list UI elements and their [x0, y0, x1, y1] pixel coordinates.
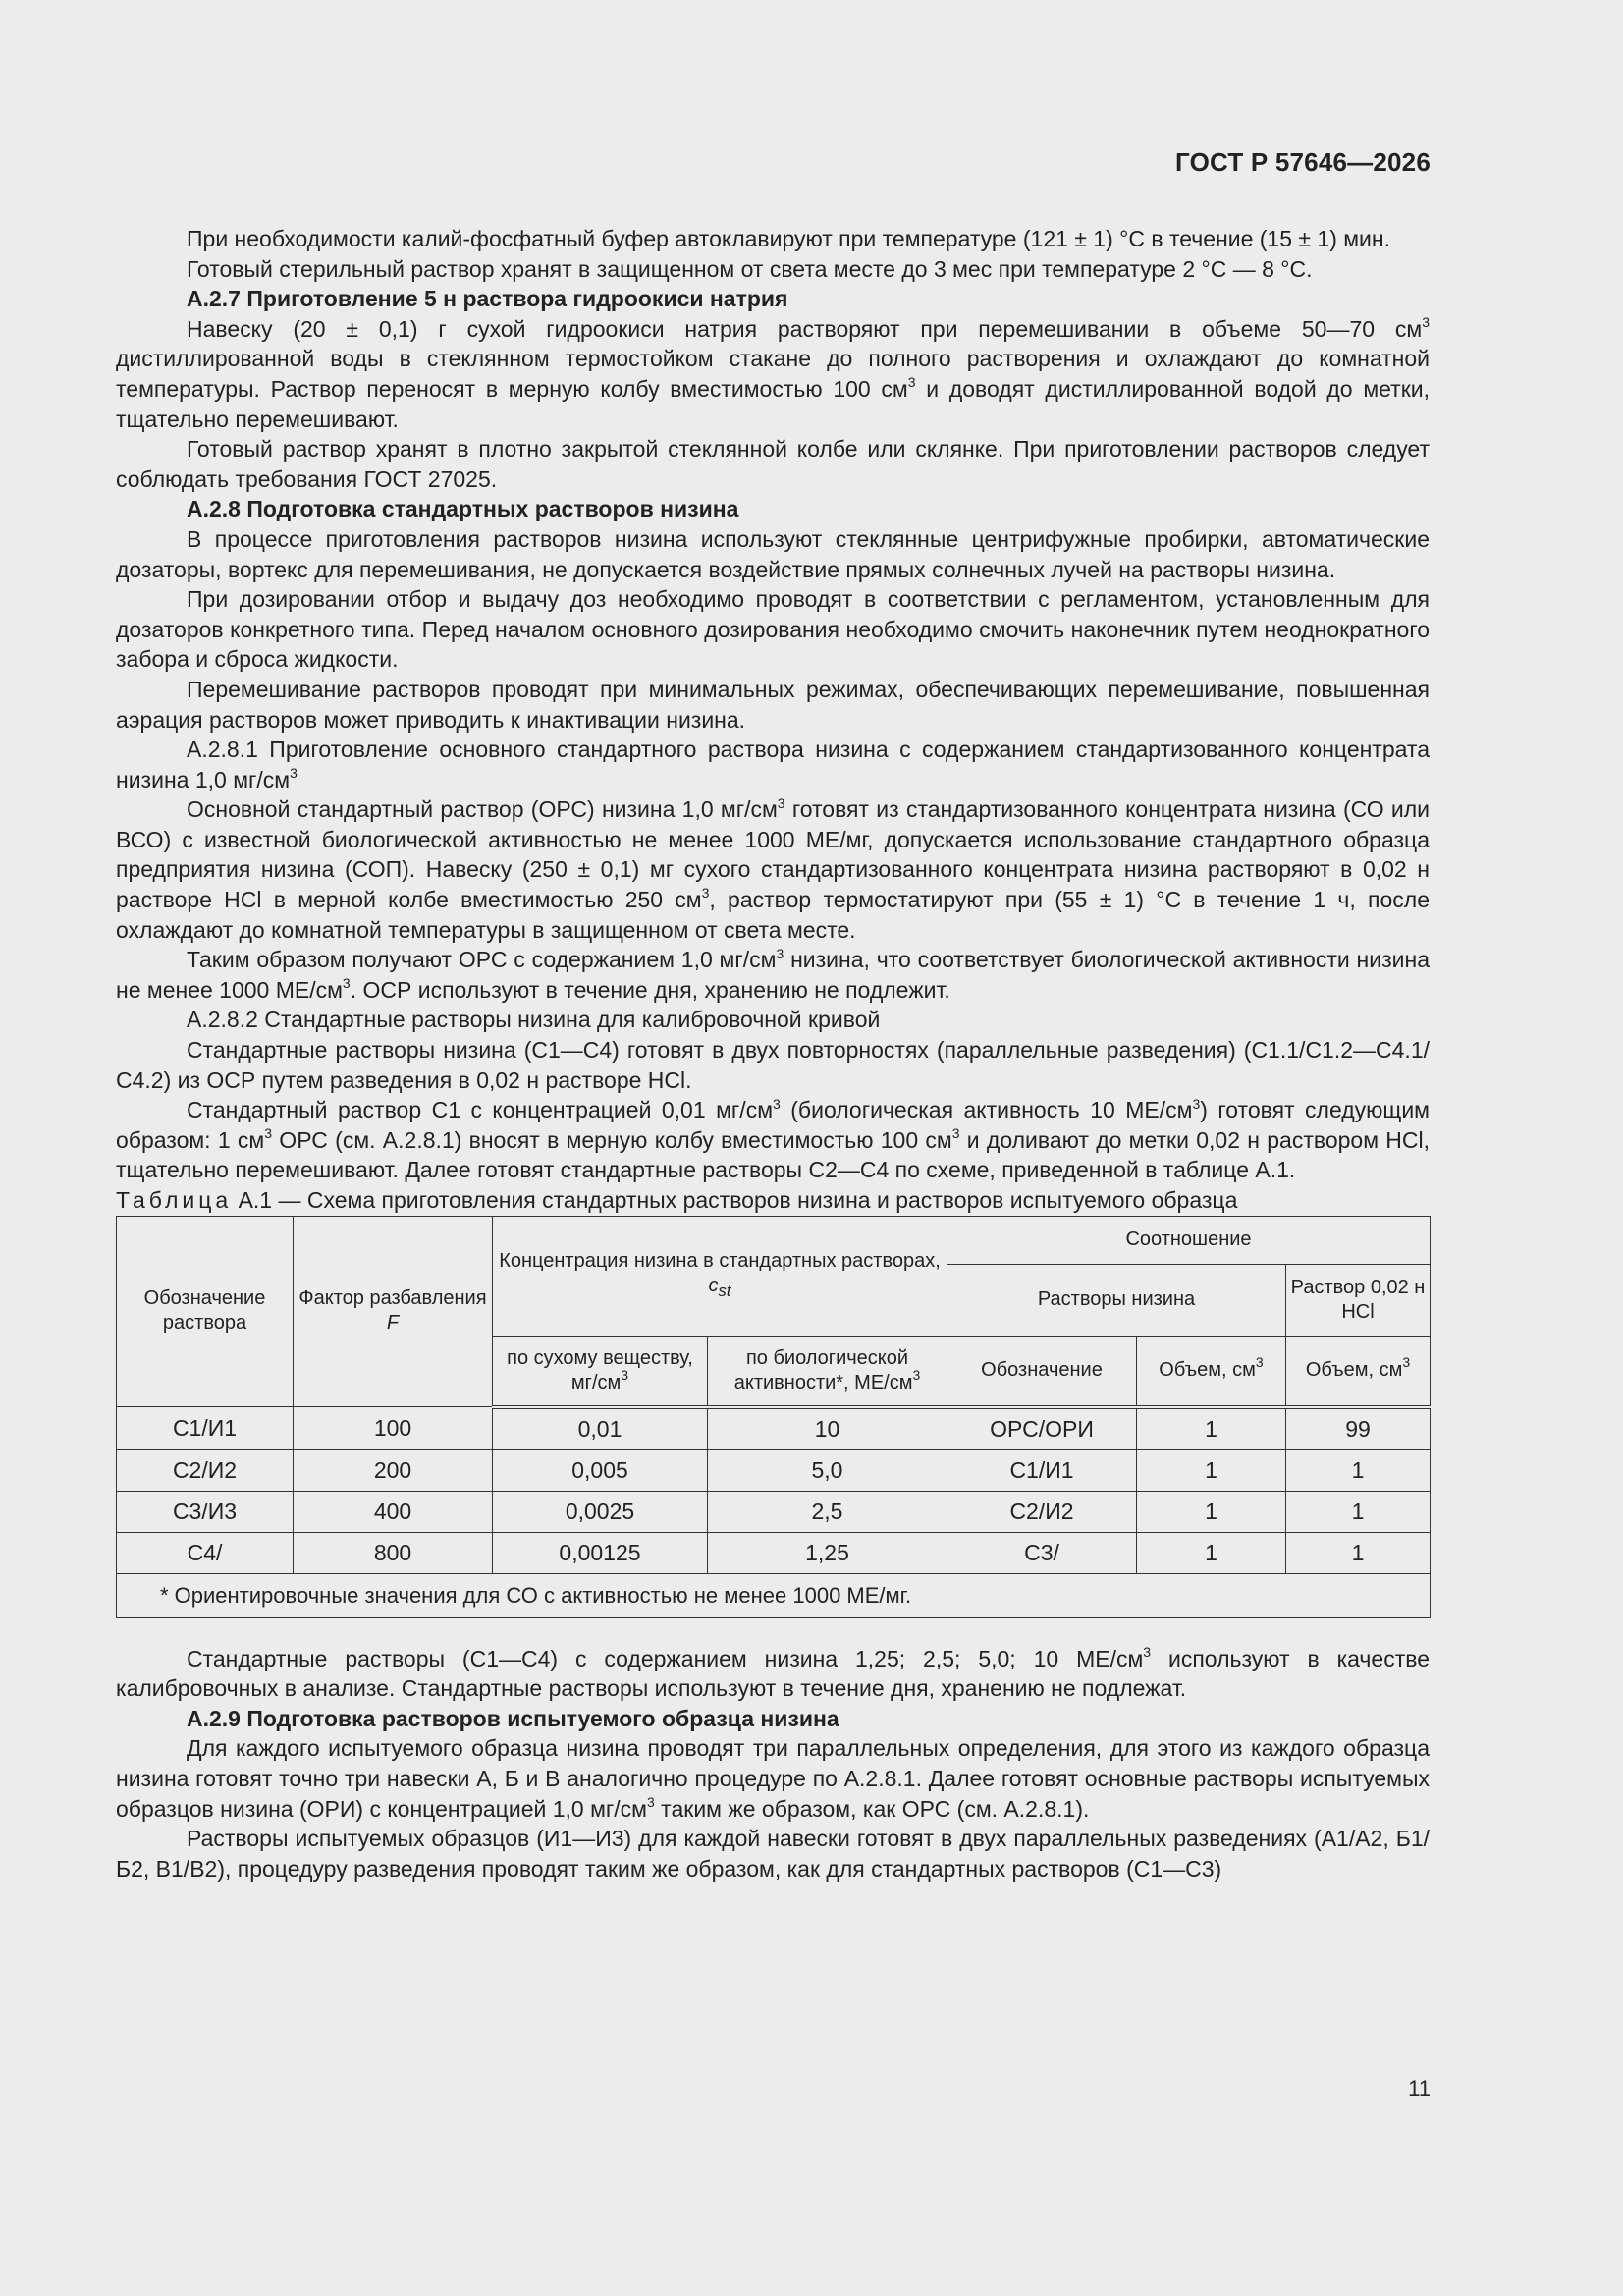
table-a1 — [116, 1216, 1431, 1618]
table-caption: Таблица А.1 — Схема приготовления стандартных растворов низина и растворов испытуемого образца — [116, 1187, 1238, 1213]
table-row: С3/И3 400 0,0025 2,5 С2/И2 1 1 — [117, 1491, 1431, 1532]
th-designation-2: Обозначение — [947, 1336, 1137, 1407]
paragraph: Навеску (20 ± 0,1) г сухой гидроокиси натрия растворяют при перемешивании в объеме 50—70 $см^3$ дистиллированной воды в стеклянном термостойком стакане до полного растворения и охлаждают до комнатной температуры. Раствор переносят в мерную колбу вместимостью 100 $см^3$ и доводят дистиллированной водой до метки, тщательно перемешивают. — [116, 314, 1430, 432]
doc-code-header: ГОСТ Р 57646—2026 — [1175, 147, 1431, 177]
document-body — [116, 224, 1430, 1884]
subsection-a281: А.2.8.1 Приготовление основного стандартного раствора низина с содержанием стандартизованного концентрата низина 1,0 $мг/см^3$ — [116, 737, 1430, 793]
paragraph: Стандартные растворы (С1—С4) с содержанием низина 1,25; 2,5; 5,0; 10 $МЕ/см^3$ используют в качестве калибровочных в анализе. Стандартные растворы используют в течение дня, хранению не подлежат. — [116, 1643, 1430, 1702]
paragraph: Для каждого испытуемого образца низина проводят три параллельных определения, для этого из каждого образца низина готовят точно три навески А, Б и В аналогично процедуре по А.2.8.1. Далее готовят основные растворы испытуемых образцов низина (ОРИ) с концентрацией 1,0 $мг/см^3$ таким же образом, как ОРС (см. А.2.8.1). — [116, 1735, 1430, 1822]
paragraph: При необходимости калий-фосфатный буфер автоклавируют при температуре (121 ± 1) °С в течение (15 ± 1) мин. — [187, 226, 1390, 251]
th-dry-substance: по сухому веществу, $мг/см^3$ — [493, 1336, 708, 1407]
th-volume-hcl: Объем, $см^3$ — [1286, 1336, 1431, 1407]
paragraph: Готовый раствор хранят в плотно закрытой стеклянной колбе или склянке. При приготовлении растворов следует соблюдать требования ГОСТ 27025. — [116, 436, 1430, 492]
paragraph: Основной стандартный раствор (ОРС) низина 1,0 $мг/см^3$ готовят из стандартизованного концентрата низина (СО или ВСО) с известной биологической активностью не менее 1000 МЕ/мг, допускается использование стандартного образца предприятия низина (СОП). Навеску (250 ± 0,1) мг сухого стандартизованного концентрата низина растворяют в 0,02 н растворе HCl в мерной колбе вместимостью 250 $см^3$, раствор термостатируют при (55 ± 1) °С в течение 1 ч, после охлаждают до комнатной температуры в защищенном от света месте. — [116, 794, 1430, 943]
table-footnote-row — [117, 1573, 1431, 1617]
section-heading-a29: А.2.9 Подготовка растворов испытуемого образца низина — [187, 1705, 839, 1731]
th-hcl-solution: Раствор 0,02 н HCl — [1286, 1264, 1431, 1336]
subsection-a282: А.2.8.2 Стандартные растворы низина для калибровочной кривой — [187, 1007, 881, 1033]
th-concentration: Концентрация низина в стандартных растворах, $c_{st}$ — [493, 1216, 947, 1336]
table-row: С1/И1 100 0,01 10 ОРС/ОРИ 1 99 — [117, 1407, 1431, 1450]
section-heading-a28: А.2.8 Подготовка стандартных растворов низина — [187, 496, 739, 522]
th-designation: Обозначение раствора — [117, 1216, 294, 1407]
table-row: С4/ 800 0,00125 1,25 С3/ 1 1 — [117, 1532, 1431, 1573]
th-volume: Объем, $см^3$ — [1137, 1336, 1286, 1407]
paragraph: Стандартный раствор С1 с концентрацией 0,01 $мг/см^3$ (биологическая активность 10 $МЕ/см^3$) готовят следующим образом: 1 $см^3$ ОРС (см. А.2.8.1) вносят в мерную колбу вместимостью 100 $см^3$ и доливают до метки 0,02 н раствором HCl, тщательно перемешивают. Далее готовят стандартные растворы С2—С4 по схеме, приведенной в таблице А.1. — [116, 1095, 1430, 1183]
section-heading-a27: А.2.7 Приготовление 5 н раствора гидроокиси натрия — [187, 286, 788, 312]
paragraph: Таким образом получают ОРС с содержанием 1,0 $мг/см^3$ низина, что соответствует биологической активности низина не менее 1000 $МЕ/см^3$. ОСР используют в течение дня, хранению не подлежит. — [116, 945, 1430, 1003]
paragraph: Готовый стерильный раствор хранят в защищенном от света месте до 3 мес при температуре 2 °С — 8 °С. — [187, 255, 1313, 282]
paragraph: Перемешивание растворов проводят при минимальных режимах, обеспечивающих перемешивание, повышенная аэрация растворов может приводить к инактивации низина. — [116, 676, 1430, 733]
th-ratio: Соотношение — [947, 1216, 1431, 1264]
th-nisin-solutions: Растворы низина — [947, 1264, 1286, 1336]
th-bio-activity: по биологической активности*, $МЕ/см^3$ — [708, 1336, 947, 1407]
paragraph: Стандартные растворы низина (С1—С4) готовят в двух повторностях (параллельные разведения) (С1.1/С1.2—С4.1/С4.2) из ОСР путем разведения в 0,02 н растворе HCl. — [116, 1037, 1430, 1093]
paragraph: В процессе приготовления растворов низина используют стеклянные центрифужные пробирки, автоматические дозаторы, вортекс для перемешивания, не допускается воздействие прямых солнечных лучей на растворы низина. — [116, 525, 1430, 582]
table-row: С2/И2 200 0,005 5,0 С1/И1 1 1 — [117, 1449, 1431, 1491]
th-factor: Фактор разбавления F — [294, 1216, 493, 1407]
page-number: 11 — [1408, 2076, 1431, 2101]
table-footnote: * Ориентировочные значения для СО с активностью не менее 1000 МЕ/мг. — [117, 1573, 1431, 1617]
paragraph: При дозировании отбор и выдачу доз необходимо проводят в соответствии с регламентом, установленным для дозаторов конкретного типа. Перед началом основного дозирования необходимо смочить наконечник путем неоднократного забора и сброса жидкости. — [116, 586, 1430, 673]
paragraph: Растворы испытуемых образцов (И1—И3) для каждой навески готовят в двух параллельных разведениях (А1/А2, Б1/Б2, В1/В2), процедуру разведения проводят таким же образом, как для стандартных растворов (С1—С3) — [116, 1826, 1430, 1882]
